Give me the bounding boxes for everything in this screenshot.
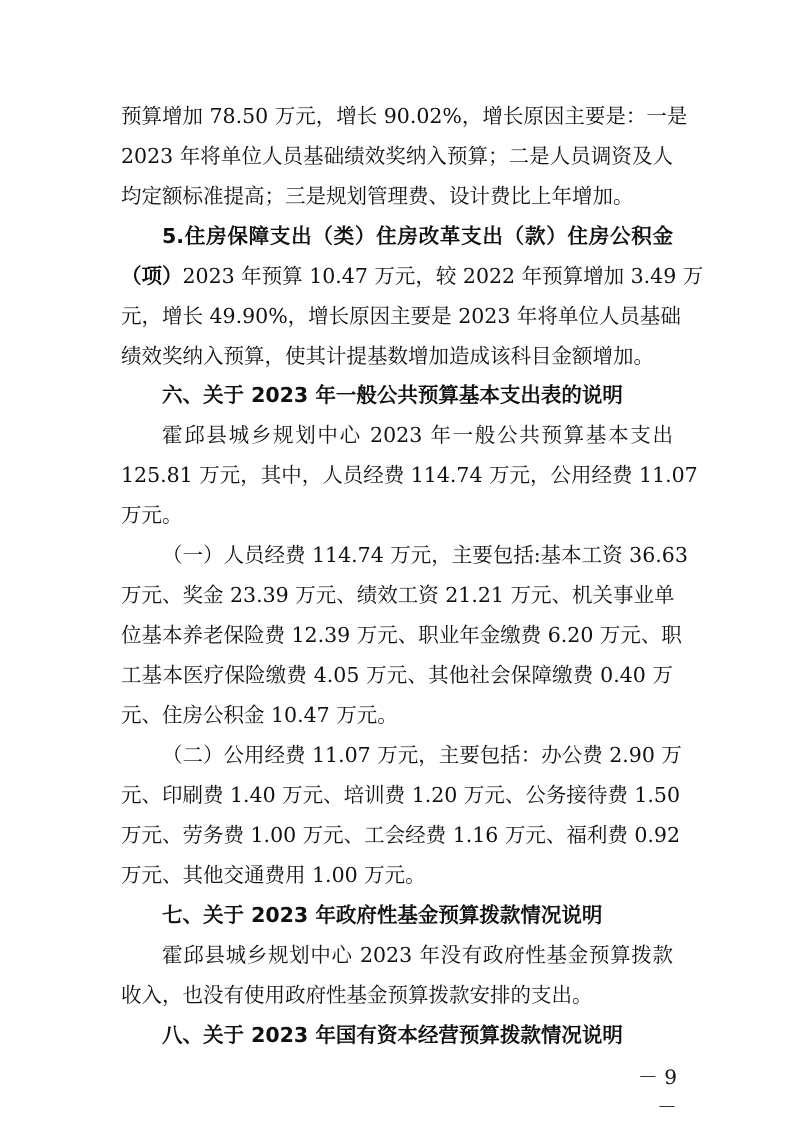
text-line: 均定额标准提高；三是规划管理费、设计费比上年增加。 xyxy=(121,184,634,208)
text-line: 绩效奖纳入预算，使其计提基数增加造成该科目金额增加。 xyxy=(121,344,654,368)
text-line: 万元、其他交通费用 1.00 万元。 xyxy=(121,863,426,887)
text-line xyxy=(121,261,704,291)
text-line: 万元。 xyxy=(121,503,183,527)
text-line: 元、住房公积金 10.47 万元。 xyxy=(121,703,398,727)
text-line: 预算增加 78.50 万元，增长 90.02%，增长原因主要是：一是 xyxy=(121,104,688,128)
text-line: 万元、奖金 23.39 万元、绩效工资 21.21 万元、机关事业单 xyxy=(121,583,675,607)
item-label: （项） xyxy=(121,264,183,288)
text-line: （二）公用经费 11.07 万元，主要包括：办公费 2.90 万 xyxy=(162,743,682,767)
text-line: 元、印刷费 1.40 万元、培训费 1.20 万元、公务接待费 1.50 xyxy=(121,783,681,807)
section-heading-6: 六、关于 2023 年一般公共预算基本支出表的说明 xyxy=(162,383,623,407)
item-text: 2023 年预算 10.47 万元，较 2022 年预算增加 3.49 万 xyxy=(182,264,704,288)
text-line: 工基本医疗保险缴费 4.05 万元、其他社会保障缴费 0.40 万 xyxy=(121,663,673,687)
text-line: （一）人员经费 114.74 万元，主要包括:基本工资 36.63 xyxy=(162,543,688,567)
text-line: 万元、劳务费 1.00 万元、工会经费 1.16 万元、福利费 0.92 xyxy=(121,823,681,847)
section-heading-7: 七、关于 2023 年政府性基金预算拨款情况说明 xyxy=(162,903,603,927)
text-line: 收入，也没有使用政府性基金预算拨款安排的支出。 xyxy=(121,983,593,1007)
section-title-housing: 5.住房保障支出（类）住房改革支出（款）住房公积金 xyxy=(162,224,673,248)
page-number: － 9 － xyxy=(637,1065,677,1119)
text-line: 125.81 万元，其中，人员经费 114.74 万元，公用经费 11.07 xyxy=(121,463,698,487)
text-line: 位基本养老保险费 12.39 万元、职业年金缴费 6.20 万元、职 xyxy=(121,623,682,647)
text-line: 霍邱县城乡规划中心 2023 年一般公共预算基本支出 xyxy=(162,423,673,447)
text-line: 2023 年将单位人员基础绩效奖纳入预算；二是人员调资及人 xyxy=(121,144,673,168)
section-heading-8: 八、关于 2023 年国有资本经营预算拨款情况说明 xyxy=(162,1023,623,1047)
text-line: 霍邱县城乡规划中心 2023 年没有政府性基金预算拨款 xyxy=(162,943,673,967)
text-line: 元，增长 49.90%，增长原因主要是 2023 年将单位人员基础 xyxy=(121,304,681,328)
